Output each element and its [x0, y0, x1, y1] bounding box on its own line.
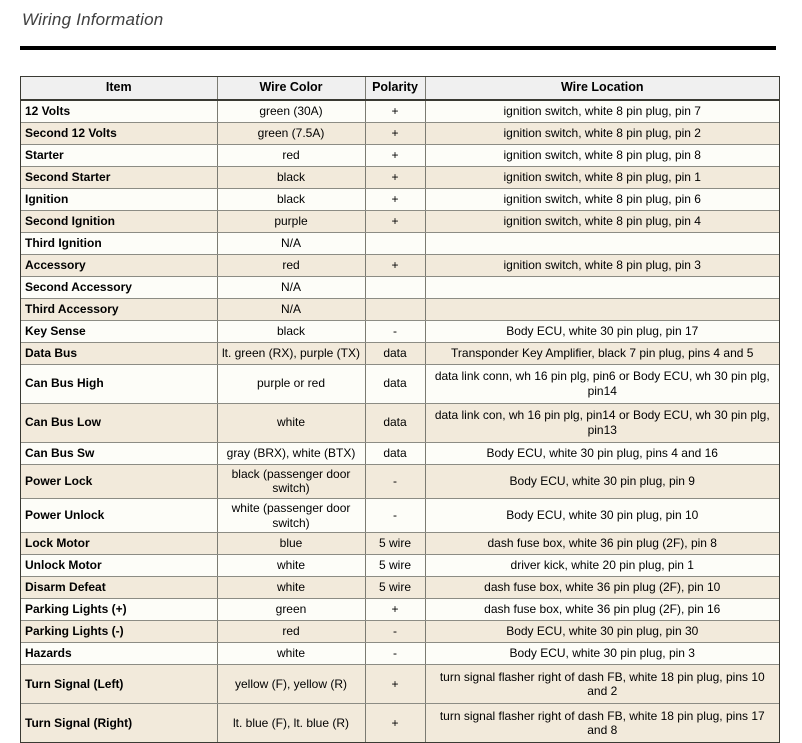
column-header-wire-color: Wire Color — [217, 77, 365, 100]
cell-wire-color: white — [217, 577, 365, 599]
cell-item: 12 Volts — [21, 100, 217, 123]
table-row — [21, 364, 779, 403]
cell-wire-color: red — [217, 144, 365, 166]
cell-item: Can Bus Sw — [21, 442, 217, 464]
table-row — [21, 599, 779, 621]
cell-polarity: data — [365, 403, 425, 442]
cell-item: Second 12 Volts — [21, 122, 217, 144]
cell-wire-color: white (passenger door switch) — [217, 499, 365, 533]
table-row — [21, 665, 779, 704]
cell-wire-location: ignition switch, white 8 pin plug, pin 6 — [425, 188, 779, 210]
cell-polarity: 5 wire — [365, 577, 425, 599]
table-row — [21, 210, 779, 232]
cell-wire-color: black — [217, 320, 365, 342]
cell-wire-color: red — [217, 254, 365, 276]
cell-wire-color: N/A — [217, 276, 365, 298]
table-row — [21, 499, 779, 533]
cell-item: Second Ignition — [21, 210, 217, 232]
cell-item: Power Unlock — [21, 499, 217, 533]
table-row — [21, 621, 779, 643]
table-row — [21, 122, 779, 144]
table-body — [21, 100, 779, 743]
cell-polarity: + — [365, 704, 425, 743]
cell-wire-location: ignition switch, white 8 pin plug, pin 1 — [425, 166, 779, 188]
cell-wire-color: green (30A) — [217, 100, 365, 123]
cell-polarity: - — [365, 621, 425, 643]
table-row — [21, 555, 779, 577]
table-row — [21, 144, 779, 166]
cell-wire-color: green (7.5A) — [217, 122, 365, 144]
cell-polarity: + — [365, 144, 425, 166]
column-header-item: Item — [21, 77, 217, 100]
cell-item: Second Starter — [21, 166, 217, 188]
cell-polarity — [365, 232, 425, 254]
cell-item: Hazards — [21, 643, 217, 665]
cell-wire-color: white — [217, 403, 365, 442]
cell-polarity: 5 wire — [365, 555, 425, 577]
cell-item: Unlock Motor — [21, 555, 217, 577]
cell-wire-location: Body ECU, white 30 pin plug, pin 17 — [425, 320, 779, 342]
wiring-table — [21, 77, 779, 742]
cell-wire-color: white — [217, 555, 365, 577]
table-row — [21, 577, 779, 599]
table-row — [21, 188, 779, 210]
page-title: Wiring Information — [22, 10, 164, 29]
cell-wire-location — [425, 232, 779, 254]
table-row — [21, 166, 779, 188]
cell-item: Power Lock — [21, 464, 217, 498]
cell-wire-location: Body ECU, white 30 pin plug, pin 30 — [425, 621, 779, 643]
cell-wire-location: data link con, wh 16 pin plg, pin14 or Body ECU, wh 30 pin plg, pin13 — [425, 403, 779, 442]
cell-item: Starter — [21, 144, 217, 166]
cell-wire-location: driver kick, white 20 pin plug, pin 1 — [425, 555, 779, 577]
cell-polarity: + — [365, 254, 425, 276]
cell-item: Lock Motor — [21, 533, 217, 555]
table-row — [21, 533, 779, 555]
table-row — [21, 100, 779, 123]
cell-wire-location: ignition switch, white 8 pin plug, pin 3 — [425, 254, 779, 276]
cell-item: Parking Lights (+) — [21, 599, 217, 621]
cell-polarity: - — [365, 464, 425, 498]
cell-wire-color: blue — [217, 533, 365, 555]
cell-item: Ignition — [21, 188, 217, 210]
table-row — [21, 276, 779, 298]
cell-item: Can Bus Low — [21, 403, 217, 442]
cell-wire-location: Body ECU, white 30 pin plug, pin 9 — [425, 464, 779, 498]
table-row — [21, 320, 779, 342]
cell-wire-color: black (passenger door switch) — [217, 464, 365, 498]
table-header-row — [21, 77, 779, 100]
cell-wire-color: green — [217, 599, 365, 621]
cell-item: Disarm Defeat — [21, 577, 217, 599]
cell-polarity: - — [365, 499, 425, 533]
cell-wire-color: N/A — [217, 298, 365, 320]
cell-wire-location: ignition switch, white 8 pin plug, pin 4 — [425, 210, 779, 232]
cell-wire-color: purple — [217, 210, 365, 232]
cell-polarity: + — [365, 665, 425, 704]
cell-item: Third Accessory — [21, 298, 217, 320]
table-row — [21, 254, 779, 276]
cell-wire-color: N/A — [217, 232, 365, 254]
table-row — [21, 442, 779, 464]
table-row — [21, 464, 779, 498]
table-row — [21, 643, 779, 665]
cell-item: Accessory — [21, 254, 217, 276]
cell-wire-color: purple or red — [217, 364, 365, 403]
cell-item: Can Bus High — [21, 364, 217, 403]
cell-wire-location: ignition switch, white 8 pin plug, pin 8 — [425, 144, 779, 166]
cell-wire-location — [425, 276, 779, 298]
cell-polarity — [365, 298, 425, 320]
cell-item: Key Sense — [21, 320, 217, 342]
cell-polarity — [365, 276, 425, 298]
cell-wire-color: black — [217, 188, 365, 210]
cell-item: Third Ignition — [21, 232, 217, 254]
cell-wire-location: turn signal flasher right of dash FB, white 18 pin plug, pins 17 and 8 — [425, 704, 779, 743]
table-header — [21, 77, 779, 100]
wiring-table-container — [20, 76, 780, 743]
cell-polarity: + — [365, 100, 425, 123]
cell-polarity: - — [365, 643, 425, 665]
cell-wire-color: red — [217, 621, 365, 643]
title-divider — [20, 46, 776, 50]
cell-polarity: - — [365, 320, 425, 342]
cell-wire-color: yellow (F), yellow (R) — [217, 665, 365, 704]
cell-item: Turn Signal (Left) — [21, 665, 217, 704]
cell-wire-color: gray (BRX), white (BTX) — [217, 442, 365, 464]
cell-wire-color: black — [217, 166, 365, 188]
cell-item: Data Bus — [21, 342, 217, 364]
cell-polarity: data — [365, 364, 425, 403]
table-row — [21, 403, 779, 442]
table-row — [21, 232, 779, 254]
cell-wire-location: Body ECU, white 30 pin plug, pins 4 and 16 — [425, 442, 779, 464]
cell-wire-location: ignition switch, white 8 pin plug, pin 7 — [425, 100, 779, 123]
table-row — [21, 298, 779, 320]
cell-wire-location: turn signal flasher right of dash FB, white 18 pin plug, pins 10 and 2 — [425, 665, 779, 704]
cell-item: Second Accessory — [21, 276, 217, 298]
table-row — [21, 342, 779, 364]
cell-polarity: + — [365, 210, 425, 232]
column-header-wire-location: Wire Location — [425, 77, 779, 100]
cell-wire-location: dash fuse box, white 36 pin plug (2F), pin 8 — [425, 533, 779, 555]
cell-wire-location: dash fuse box, white 36 pin plug (2F), pin 10 — [425, 577, 779, 599]
cell-wire-color: lt. green (RX), purple (TX) — [217, 342, 365, 364]
cell-wire-location: Transponder Key Amplifier, black 7 pin plug, pins 4 and 5 — [425, 342, 779, 364]
cell-polarity: data — [365, 442, 425, 464]
table-row — [21, 704, 779, 743]
cell-wire-color: lt. blue (F), lt. blue (R) — [217, 704, 365, 743]
cell-wire-location: data link conn, wh 16 pin plg, pin6 or Body ECU, wh 30 pin plg, pin14 — [425, 364, 779, 403]
cell-item: Parking Lights (-) — [21, 621, 217, 643]
cell-polarity: + — [365, 188, 425, 210]
column-header-polarity: Polarity — [365, 77, 425, 100]
cell-polarity: + — [365, 599, 425, 621]
cell-wire-location — [425, 298, 779, 320]
cell-wire-location: dash fuse box, white 36 pin plug (2F), pin 16 — [425, 599, 779, 621]
cell-polarity: data — [365, 342, 425, 364]
cell-polarity: + — [365, 166, 425, 188]
cell-wire-location: ignition switch, white 8 pin plug, pin 2 — [425, 122, 779, 144]
cell-polarity: 5 wire — [365, 533, 425, 555]
cell-item: Turn Signal (Right) — [21, 704, 217, 743]
cell-wire-location: Body ECU, white 30 pin plug, pin 3 — [425, 643, 779, 665]
cell-wire-color: white — [217, 643, 365, 665]
cell-wire-location: Body ECU, white 30 pin plug, pin 10 — [425, 499, 779, 533]
cell-polarity: + — [365, 122, 425, 144]
